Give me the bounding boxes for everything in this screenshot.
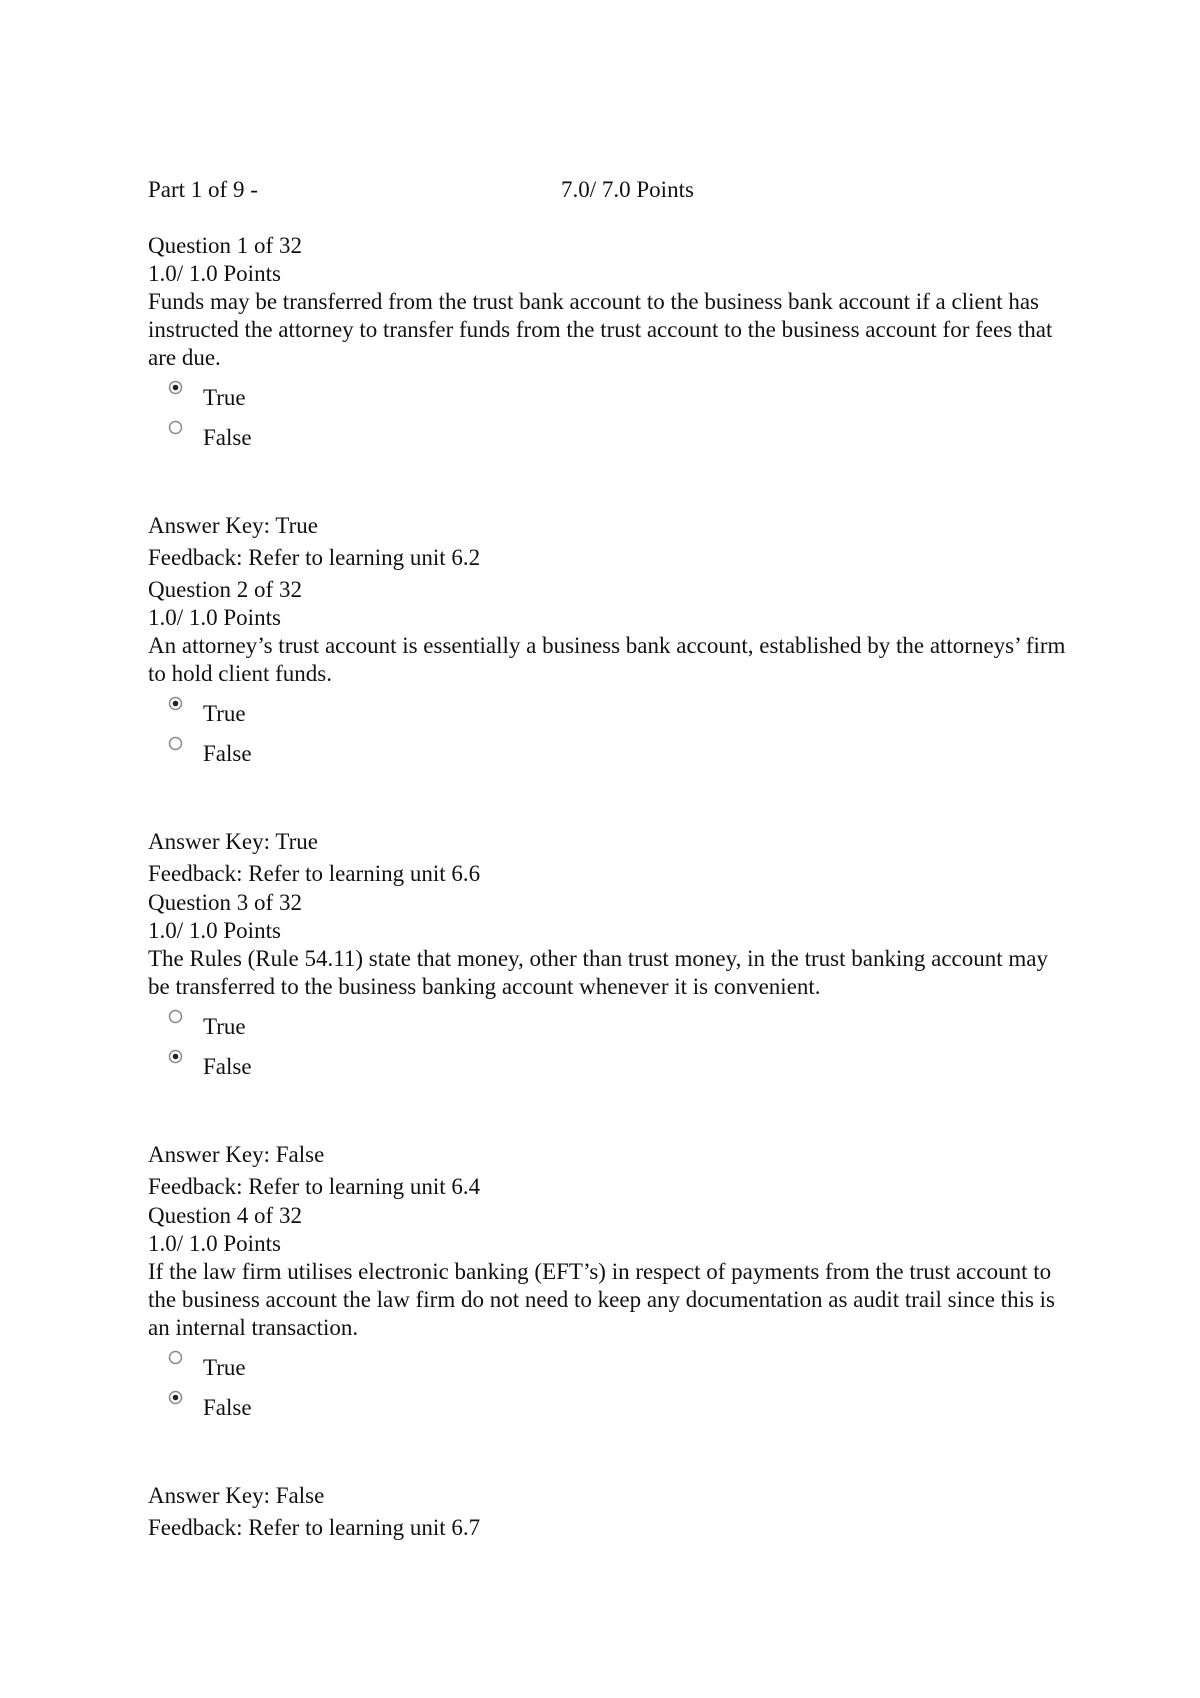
answer-key: Answer Key: False	[148, 1142, 325, 1167]
question-2	[148, 576, 1068, 890]
question-points: 1.0/ 1.0 Points	[148, 918, 281, 943]
answer-key-block	[148, 826, 1068, 890]
question-points: 1.0/ 1.0 Points	[148, 1231, 281, 1256]
radio-selected-icon[interactable]	[168, 696, 183, 711]
question-number: Question 3 of 32	[148, 890, 302, 915]
option-label: True	[203, 1355, 246, 1380]
answer-key-block	[148, 1480, 1068, 1544]
option-false[interactable]	[168, 734, 1068, 774]
option-true[interactable]	[168, 1348, 1068, 1388]
question-number: Question 2 of 32	[148, 577, 302, 602]
answer-options	[168, 1348, 1068, 1428]
option-false[interactable]	[168, 1388, 1068, 1428]
answer-key: Answer Key: True	[148, 829, 318, 854]
option-label: True	[203, 701, 246, 726]
option-label: False	[203, 741, 252, 766]
option-label: True	[203, 1014, 246, 1039]
radio-unselected-icon[interactable]	[168, 736, 183, 751]
option-label: True	[203, 385, 246, 410]
answer-key: Answer Key: True	[148, 513, 318, 538]
option-true[interactable]	[168, 1007, 1068, 1047]
question-points: 1.0/ 1.0 Points	[148, 605, 281, 630]
radio-selected-icon[interactable]	[168, 1049, 183, 1064]
option-label: False	[203, 425, 252, 450]
radio-selected-icon[interactable]	[168, 380, 183, 395]
option-true[interactable]	[168, 378, 1068, 418]
question-1	[148, 232, 1068, 574]
option-true[interactable]	[168, 694, 1068, 734]
question-number: Question 1 of 32	[148, 233, 302, 258]
radio-unselected-icon[interactable]	[168, 420, 183, 435]
option-false[interactable]	[168, 1047, 1068, 1087]
answer-options	[168, 1007, 1068, 1087]
radio-unselected-icon[interactable]	[168, 1009, 183, 1024]
feedback: Feedback: Refer to learning unit 6.7	[148, 1515, 481, 1540]
question-text: The Rules (Rule 54.11) state that money, other than trust money, in the trust banking account may be transferred to the business banking account whenever it is convenient.	[148, 946, 1048, 999]
radio-selected-icon[interactable]	[168, 1390, 183, 1405]
question-text: If the law firm utilises electronic banking (EFT’s) in respect of payments from the trust account to the business account the law firm do not need to keep any documentation as audit trail since this is an internal transaction.	[148, 1259, 1055, 1340]
option-false[interactable]	[168, 418, 1068, 458]
answer-options	[168, 694, 1068, 774]
question-4	[148, 1202, 1068, 1544]
question-3	[148, 889, 1068, 1203]
answer-key-block	[148, 1139, 1068, 1203]
feedback: Feedback: Refer to learning unit 6.4	[148, 1174, 481, 1199]
part-label: Part 1 of 9 -	[148, 177, 258, 202]
option-label: False	[203, 1395, 252, 1420]
option-label: False	[203, 1054, 252, 1079]
answer-options	[168, 378, 1068, 458]
question-text: An attorney’s trust account is essentially a business bank account, established by the attorneys’ firm to hold client funds.	[148, 633, 1066, 686]
part-points: 7.0/ 7.0 Points	[561, 177, 694, 202]
answer-key-block	[148, 510, 1068, 574]
question-points: 1.0/ 1.0 Points	[148, 261, 281, 286]
feedback: Feedback: Refer to learning unit 6.6	[148, 861, 481, 886]
question-number: Question 4 of 32	[148, 1203, 302, 1228]
answer-key: Answer Key: False	[148, 1483, 325, 1508]
feedback: Feedback: Refer to learning unit 6.2	[148, 545, 481, 570]
question-text: Funds may be transferred from the trust bank account to the business bank account if a client has instructed the attorney to transfer funds from the trust account to the business account for fees that are due.	[148, 289, 1053, 370]
radio-unselected-icon[interactable]	[168, 1350, 183, 1365]
